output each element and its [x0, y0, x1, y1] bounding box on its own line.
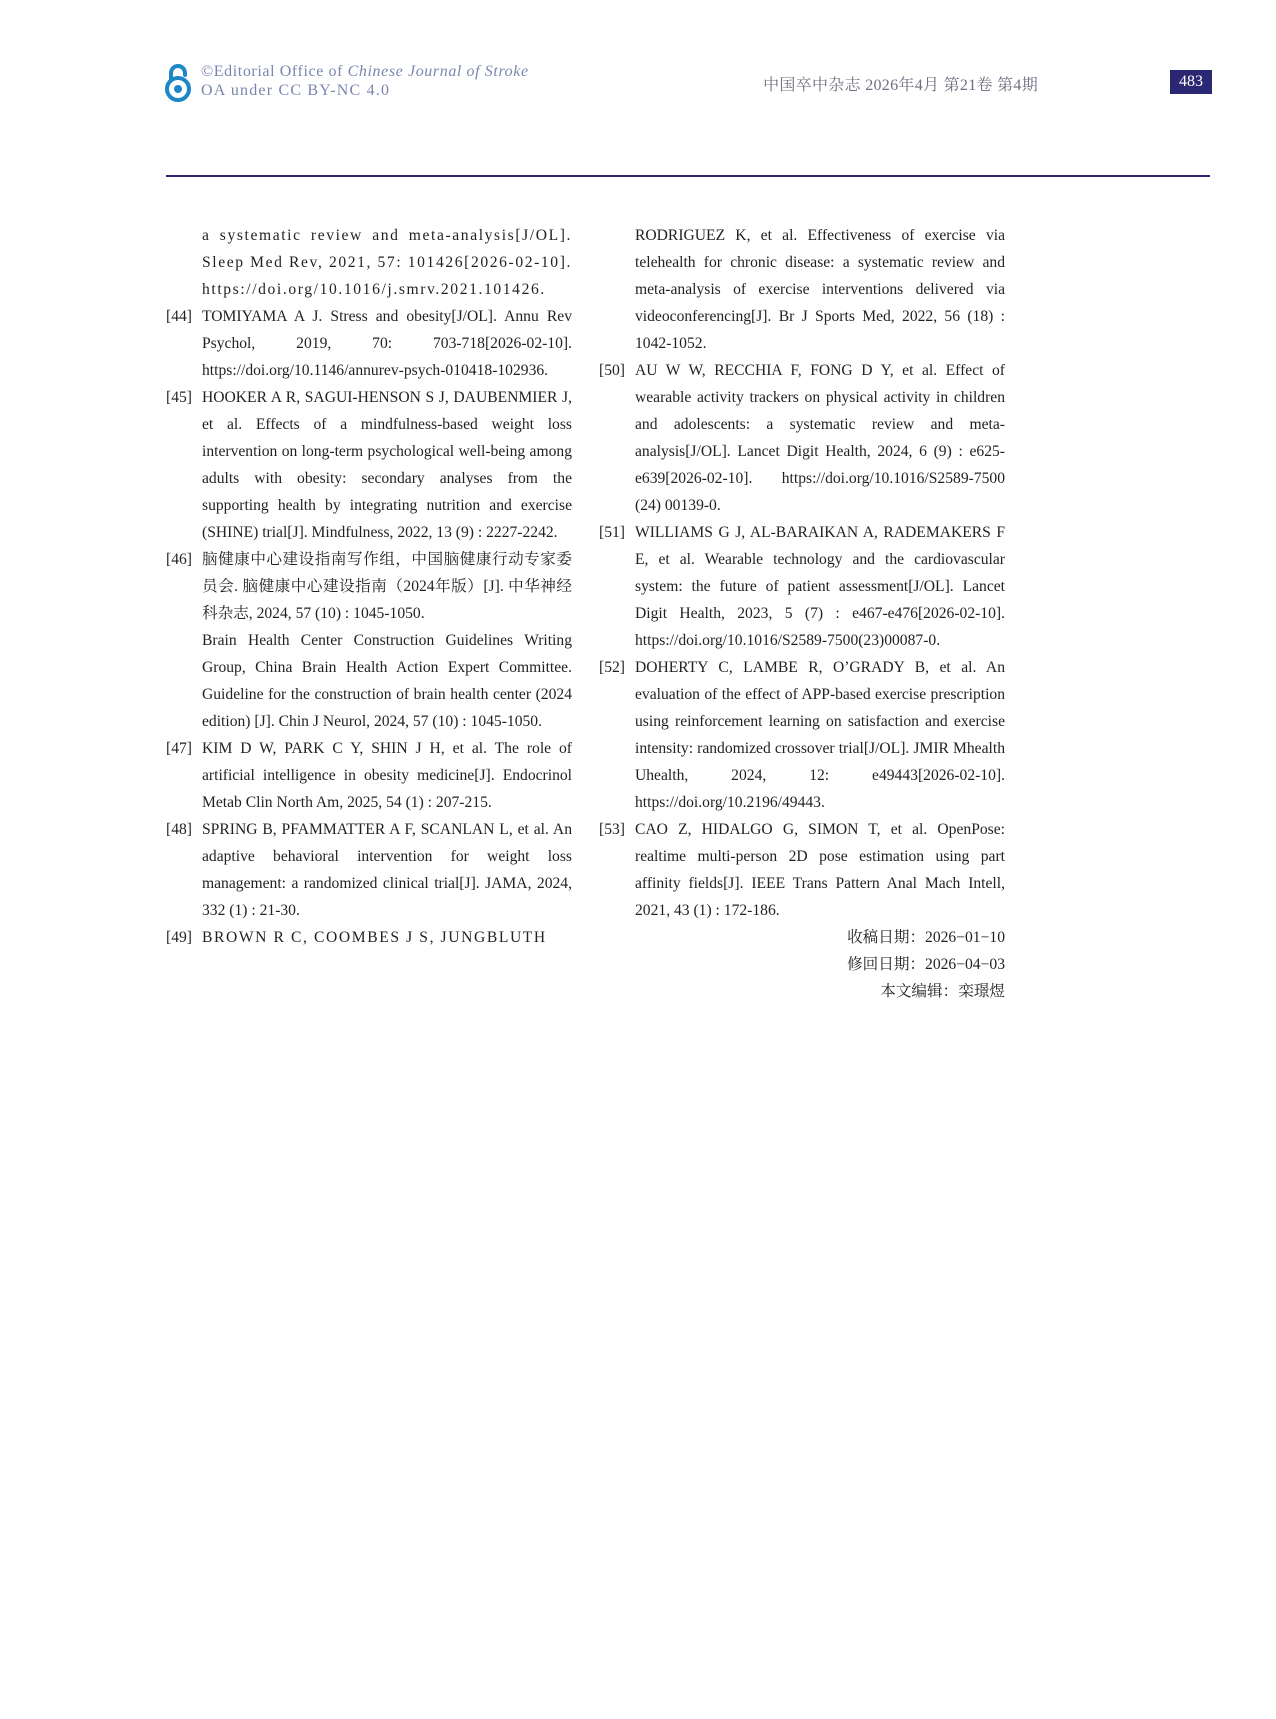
reference-number: [50]: [599, 362, 625, 379]
reference-text: AU W W, RECCHIA F, FONG D Y, et al. Effect of wearable activity trackers on physical activity in children and adolescents: a systematic review and meta-analysis[J/OL]. Lancet Digit Health, 2024, 6 (9) : e625-e639[2026-02-10]. https://doi.org/10.1016/S2589-7500 (24) 00139-0.: [635, 362, 1005, 514]
reference-item: [166, 303, 572, 384]
right-column: [599, 222, 1005, 1005]
reference-continuation: [166, 222, 572, 303]
revised-date: 修回日期：2026−04−03: [847, 956, 1005, 973]
open-access-lock-icon: [163, 62, 193, 102]
received-date: 收稿日期：2026−01−10: [847, 929, 1005, 946]
reference-item: [166, 546, 572, 735]
reference-number: [53]: [599, 821, 625, 838]
reference-text: HOOKER A R, SAGUI-HENSON S J, DAUBENMIER J, et al. Effects of a mindfulness-based weight loss intervention on long-term psychological well-being among adults with obesity: secondary analyses from the supporting health by integrating nutrition and exercise (SHINE) trial[J]. Mindfulness, 2022, 13 (9) : 2227-2242.: [202, 389, 572, 541]
reference-item: [166, 816, 572, 924]
reference-text: BROWN R C, COOMBES J S, JUNGBLUTH: [202, 929, 547, 946]
header-divider: [166, 175, 1210, 177]
copyright-prefix: ©Editorial Office of: [201, 63, 348, 80]
editor-credit: 本文编辑：栾璟煜: [880, 983, 1005, 1000]
reference-number: [51]: [599, 524, 625, 541]
reference-text: TOMIYAMA A J. Stress and obesity[J/OL]. Annu Rev Psychol, 2019, 70: 703-718[2026-02-10]. https://doi.org/10.1146/annurev-psych-010418-102936.: [202, 308, 572, 379]
page-header: [0, 0, 1276, 180]
license-text: OA under CC BY-NC 4.0: [201, 82, 391, 99]
reference-item: [599, 654, 1005, 816]
journal-info: 中国卒中杂志 2026年4月 第21卷 第4期: [763, 77, 1038, 94]
reference-text: WILLIAMS G J, AL-BARAIKAN A, RADEMAKERS F E, et al. Wearable technology and the cardiovascular system: the future of patient assessment[J/OL]. Lancet Digit Health, 2023, 5 (7) : e467-e476[2026-02-10]. https://doi.org/10.1016/S2589-7500(23)00087-0.: [635, 524, 1005, 649]
page-number-badge: 483: [1170, 70, 1212, 94]
reference-number: [46]: [166, 551, 192, 568]
reference-item: [599, 816, 1005, 924]
copyright-notice: [201, 62, 529, 100]
reference-text-en: Brain Health Center Construction Guidelines Writing Group, China Brain Health Action Expert Committee. Guideline for the construction of brain health center (2024 edition) [J]. Chin J Neurol, 2024, 57 (10) : 1045-1050.: [202, 632, 572, 730]
reference-text: CAO Z, HIDALGO G, SIMON T, et al. OpenPose: realtime multi-person 2D pose estimation using part affinity fields[J]. IEEE Trans Pattern Anal Mach Intell, 2021, 43 (1) : 172-186.: [635, 821, 1005, 919]
reference-item: [166, 735, 572, 816]
reference-number: [44]: [166, 308, 192, 325]
reference-text: SPRING B, PFAMMATTER A F, SCANLAN L, et al. An adaptive behavioral intervention for weight loss management: a randomized clinical trial[J]. JAMA, 2024, 332 (1) : 21-30.: [202, 821, 572, 919]
reference-number: [49]: [166, 929, 192, 946]
reference-number: [47]: [166, 740, 192, 757]
reference-number: [52]: [599, 659, 625, 676]
article-dates: [599, 924, 1005, 1005]
journal-name-en: Chinese Journal of Stroke: [347, 63, 529, 80]
reference-number: [45]: [166, 389, 192, 406]
left-column: [166, 222, 572, 951]
reference-continuation: [599, 222, 1005, 357]
reference-item: [599, 519, 1005, 654]
reference-text-zh: 脑健康中心建设指南写作组，中国脑健康行动专家委员会. 脑健康中心建设指南（2024年版）[J]. 中华神经科杂志, 2024, 57 (10) : 1045-1050.: [202, 551, 572, 622]
reference-item: [166, 924, 572, 951]
reference-number: [48]: [166, 821, 192, 838]
reference-text: RODRIGUEZ K, et al. Effectiveness of exercise via telehealth for chronic disease: a systematic review and meta-analysis of exercise interventions delivered via videoconferencing[J]. Br J Sports Med, 2022, 56 (18) : 1042-1052.: [635, 227, 1005, 352]
reference-item: [599, 357, 1005, 519]
reference-item: [166, 384, 572, 546]
reference-text: DOHERTY C, LAMBE R, O’GRADY B, et al. An evaluation of the effect of APP-based exercise prescription using reinforcement learning on satisfaction and exercise intensity: randomized crossover trial[J/OL]. JMIR Mhealth Uhealth, 2024, 12: e49443[2026-02-10]. https://doi.org/10.2196/49443.: [635, 659, 1005, 811]
reference-text: KIM D W, PARK C Y, SHIN J H, et al. The role of artificial intelligence in obesity medicine[J]. Endocrinol Metab Clin North Am, 2025, 54 (1) : 207-215.: [202, 740, 572, 811]
reference-text: a systematic review and meta-analysis[J/OL]. Sleep Med Rev, 2021, 57: 101426[2026-02-10]. https://doi.org/10.1016/j.smrv.2021.101426.: [202, 227, 572, 298]
